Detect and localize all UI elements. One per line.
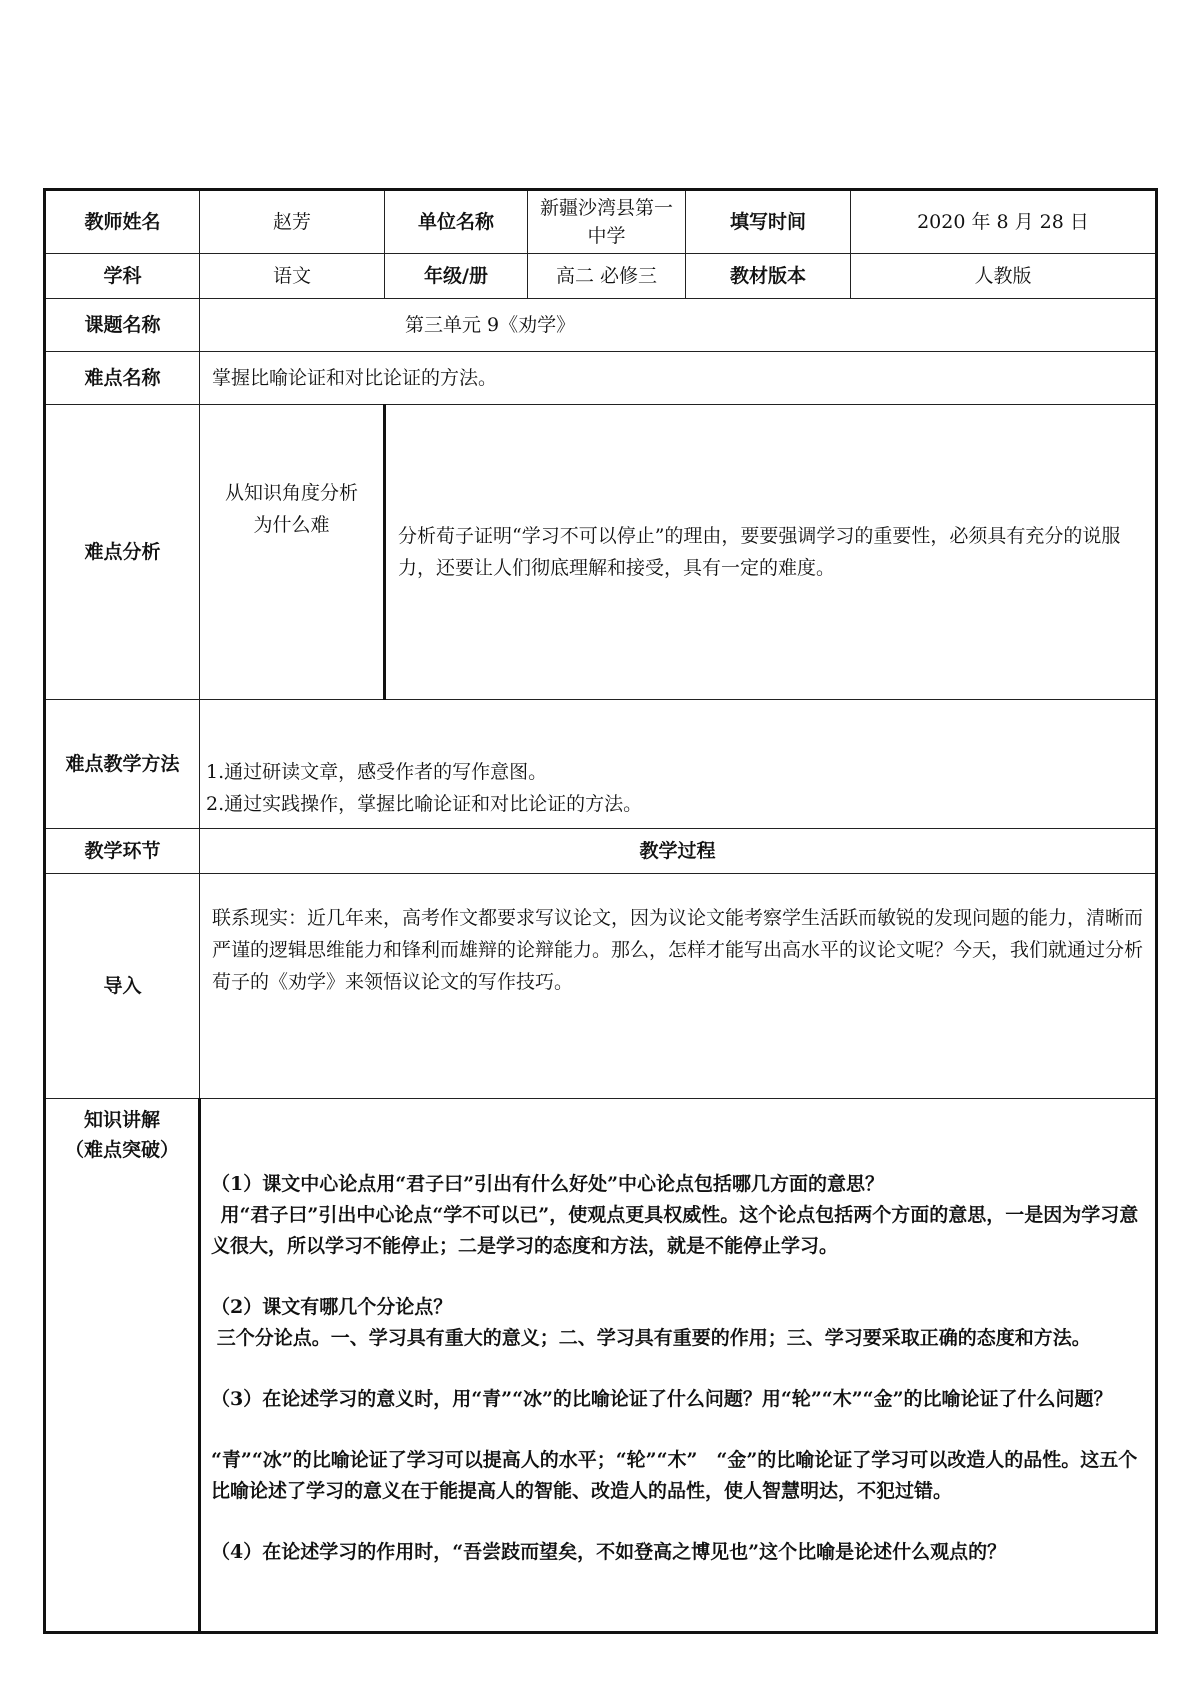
spacer: [211, 1262, 1147, 1292]
spacer: [211, 1354, 1147, 1384]
question-3: （3）在论述学习的意义时，用“青”“冰”的比喻论证了什么问题？用“轮”“木”“金”的比喻论证了什么问题？: [211, 1387, 1113, 1410]
analysis-sub-label: 从知识角度分析为什么难: [200, 405, 385, 700]
method-item: 1.通过研读文章，感受作者的写作意图。: [206, 761, 548, 783]
intro-label: 导入: [45, 874, 200, 1099]
steps-row: [45, 829, 1157, 874]
date-value: 2020 年 8 月 28 日: [851, 190, 1157, 254]
difficulty-label: 难点名称: [45, 352, 200, 405]
intro-value: 联系现实：近几年来，高考作文都要求写议论文，因为议论文能考察学生活跃而敏锐的发现问题的能力，清晰而严谨的逻辑思维能力和锋利而雄辩的论辩能力。那么，怎样才能写出高水平的议论文呢？今天，我们就通过分析荀子的《劝学》来领悟议论文的写作技巧。: [200, 874, 1157, 1099]
difficulty-row: [45, 352, 1157, 405]
question-4: （4）在论述学习的作用时，“吾尝跂而望矣，不如登高之博见也”这个比喻是论述什么观点的？: [211, 1540, 1007, 1563]
date-label: 填写时间: [686, 190, 851, 254]
analysis-label: 难点分析: [45, 405, 200, 700]
spacer: [211, 1507, 1147, 1537]
subject-value: 语文: [200, 254, 385, 299]
subject-row: [45, 254, 1157, 299]
spacer: [211, 1415, 1147, 1445]
intro-row: [45, 874, 1157, 1099]
lesson-plan-table: [43, 188, 1158, 1634]
process-label: 教学过程: [200, 829, 1157, 874]
question-2: （2）课文有哪几个分论点？: [211, 1295, 453, 1318]
knowledge-label: [45, 1099, 200, 1633]
method-list: [200, 700, 1157, 829]
topic-value: 第三单元 9《劝学》: [200, 299, 1157, 352]
subject-label: 学科: [45, 254, 200, 299]
header-row: [45, 190, 1157, 254]
knowledge-content: [200, 1099, 1157, 1633]
teacher-label: 教师姓名: [45, 190, 200, 254]
unit-value: 新疆沙湾县第一中学: [528, 190, 686, 254]
answer-1: 用“君子曰”引出中心论点“学不可以已”，使观点更具权威性。这个论点包括两个方面的意思，一是因为学习意义很大，所以学习不能停止；二是学习的态度和方法，就是不能停止学习。: [211, 1203, 1139, 1257]
topic-label: 课题名称: [45, 299, 200, 352]
edition-value: 人教版: [851, 254, 1157, 299]
knowledge-label-line2: （难点突破）: [64, 1139, 179, 1161]
grade-value: 高二 必修三: [528, 254, 686, 299]
edition-label: 教材版本: [686, 254, 851, 299]
knowledge-label-line1: 知识讲解: [83, 1109, 160, 1131]
lesson-plan-sheet: [43, 188, 1155, 1634]
teacher-value: 赵芳: [200, 190, 385, 254]
topic-row: [45, 299, 1157, 352]
question-1: （1）课文中心论点用“君子曰”引出有什么好处”中心论点包括哪几方面的意思？: [211, 1172, 885, 1195]
method-label: 难点教学方法: [45, 700, 200, 829]
knowledge-row: [45, 1099, 1157, 1633]
steps-label: 教学环节: [45, 829, 200, 874]
grade-label: 年级/册: [385, 254, 528, 299]
method-item: 2.通过实践操作，掌握比喻论证和对比论证的方法。: [206, 793, 643, 815]
method-row: [45, 700, 1157, 829]
difficulty-value: 掌握比喻论证和对比论证的方法。: [200, 352, 1157, 405]
answer-3: “青”“冰”的比喻论证了学习可以提高人的水平；“轮”“木” “金”的比喻论证了学习可以改造人的品性。这五个比喻论述了学习的意义在于能提高人的智能、改造人的品性，使人智慧明达，不犯过错。: [211, 1448, 1138, 1502]
analysis-row: [45, 405, 1157, 700]
answer-2: 三个分论点。一、学习具有重大的意义；二、学习具有重要的作用；三、学习要采取正确的态度和方法。: [216, 1326, 1091, 1349]
unit-label: 单位名称: [385, 190, 528, 254]
analysis-value: 分析荀子证明“学习不可以停止”的理由，要要强调学习的重要性，必须具有充分的说服力，还要让人们彻底理解和接受，具有一定的难度。: [385, 405, 1157, 700]
